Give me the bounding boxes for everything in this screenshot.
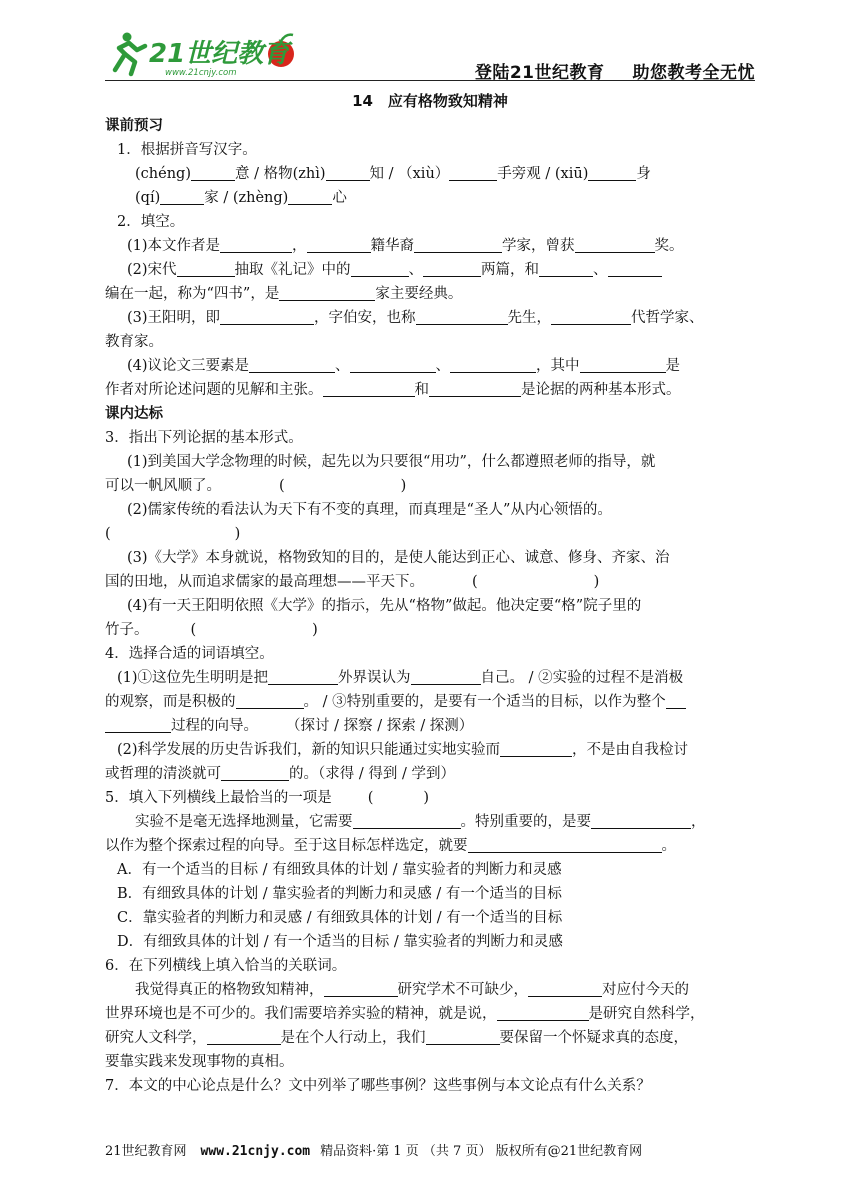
q3-item3-line1: (3)《大学》本身就说，格物致知的目的，是使人能达到正心、诚意、修身、齐家、治: [127, 550, 670, 566]
header-divider: [105, 80, 755, 81]
answer-blank[interactable]: [191, 164, 235, 181]
answer-blank[interactable]: [450, 356, 536, 373]
worksheet-body: [105, 88, 755, 1098]
answer-blank[interactable]: [528, 980, 602, 997]
q2-line3: 编在一起，称为“四书”，是 家主要经典。: [105, 286, 463, 302]
q3-stem: 3．指出下列论据的基本形式。: [105, 430, 303, 446]
answer-blank[interactable]: [411, 668, 481, 685]
q6-line4: 要靠实践来发现事物的真相。: [105, 1054, 294, 1070]
answer-blank[interactable]: [220, 308, 314, 325]
footer-site: 21世纪教育网: [105, 1144, 187, 1159]
footer-url[interactable]: www.21cnjy.com: [200, 1144, 311, 1159]
q5-stem: 5．填入下列横线上最恰当的一项是 ( ): [105, 790, 430, 806]
q2-line1: (1)本文作者是 ， 籍华裔 学家，曾获 奖。: [127, 238, 684, 254]
answer-blank[interactable]: [414, 236, 502, 253]
answer-blank[interactable]: [351, 260, 409, 277]
answer-blank[interactable]: [608, 260, 662, 277]
q2-line5: 教育家。: [105, 334, 163, 350]
answer-blank[interactable]: [539, 260, 593, 277]
answer-blank[interactable]: [551, 308, 631, 325]
q4-part1-line1: (1)①这位先生明明是把 外界误认为 自己。 / ②实验的过程不是消极: [117, 670, 684, 686]
q3-item1-line2: 可以一帆风顺了。 ( ): [105, 478, 407, 494]
answer-blank[interactable]: [580, 356, 666, 373]
q5-option-a[interactable]: A．有一个适当的目标 / 有细致具体的计划 / 靠实验者的判断力和灵感: [117, 862, 562, 878]
q4-part1-line3: 过程的向导。 （探讨 / 探察 / 探索 / 探测）: [105, 714, 755, 738]
q4-stem: 4．选择合适的词语填空。: [105, 646, 274, 662]
answer-blank[interactable]: [588, 164, 636, 181]
q3-item3-line2: 国的田地，从而追求儒家的最高理想——平天下。 ( ): [105, 574, 600, 590]
answer-blank[interactable]: [326, 164, 370, 181]
answer-blank[interactable]: [500, 740, 572, 757]
q5-para-line2: 以作为整个探索过程的向导。至于这目标怎样选定，就要 。: [105, 838, 676, 854]
answer-blank[interactable]: [177, 260, 235, 277]
answer-blank[interactable]: [221, 764, 289, 781]
answer-blank[interactable]: [449, 164, 497, 181]
q5-option-b[interactable]: B．有细致具体的计划 / 靠实验者的判断力和灵感 / 有一个适当的目标: [117, 886, 562, 902]
page-footer: [105, 1140, 755, 1159]
q4-part1-line2: 的观察，而是积极的 。 / ③特别重要的，是要有一个适当的目标，以作为整个: [105, 690, 755, 714]
answer-blank[interactable]: [236, 692, 304, 709]
q5-option-d[interactable]: D．有细致具体的计划 / 有一个适当的目标 / 靠实验者的判断力和灵感: [117, 934, 563, 950]
logo-text: 21世纪教育: [149, 39, 290, 69]
q1-stem: 1．根据拼音写汉字。: [117, 142, 257, 158]
answer-blank[interactable]: [575, 236, 655, 253]
lesson-title: 14 应有格物致知精神: [352, 92, 508, 110]
q6-stem: 6．在下列横线上填入恰当的关联词。: [105, 958, 347, 974]
answer-blank[interactable]: [353, 812, 461, 829]
footer-text: 精品资料·第 1 页 （共 7 页） 版权所有@21世纪教育网: [320, 1144, 643, 1159]
answer-blank[interactable]: [220, 236, 292, 253]
answer-blank[interactable]: [429, 380, 521, 397]
answer-blank[interactable]: [416, 308, 508, 325]
q4-part2-line2: 或哲理的清淡就可 的。（求得 / 得到 / 学到）: [105, 766, 455, 782]
q4-part2-line1: (2)科学发展的历史告诉我们，新的知识只能通过实地实验而 ，不是由自我检讨: [117, 742, 689, 758]
answer-blank[interactable]: [423, 260, 481, 277]
q1-line2: (qí) 家 / (zhèng) 心: [135, 190, 347, 206]
runner-icon: [115, 33, 145, 75]
page-header: [105, 28, 755, 83]
slogan-left: 登陆21世纪教育: [474, 63, 605, 83]
q3-item2-line2: ( ): [105, 526, 241, 542]
answer-blank[interactable]: [160, 188, 204, 205]
answer-blank[interactable]: [666, 692, 686, 709]
q2-stem: 2．填空。: [117, 214, 185, 230]
q1-line1: (chéng) 意 / 格物(zhì) 知 / （xiù） 手旁观 / (xiū) 身: [135, 166, 651, 182]
q2-line4: (3)王阳明，即 ，字伯安，也称 先生， 代哲学家、: [127, 310, 704, 326]
answer-blank[interactable]: [249, 356, 335, 373]
answer-blank[interactable]: [307, 236, 371, 253]
site-logo: [105, 28, 305, 78]
q3-item4-line2: 竹子。 ( ): [105, 622, 318, 638]
q2-line6: (4)议论文三要素是 、 、 ，其中 是: [127, 358, 681, 374]
q6-line3: 研究人文科学， 是在个人行动上，我们 要保留一个怀疑求真的态度，: [105, 1030, 688, 1046]
answer-blank[interactable]: [591, 812, 691, 829]
answer-blank[interactable]: [207, 1028, 281, 1045]
q2-line2: (2)宋代 抽取《礼记》中的 、 两篇，和 、: [105, 258, 755, 282]
q7-stem: 7．本文的中心论点是什么？文中列举了哪些事例？这些事例与本文论点有什么关系？: [105, 1078, 651, 1094]
answer-blank[interactable]: [323, 380, 415, 397]
section-inclass: 课内达标: [105, 406, 163, 422]
q3-item2-line1: (2)儒家传统的看法认为天下有不变的真理，而真理是“圣人”从内心领悟的。: [127, 502, 612, 518]
logo-url: www.21cnjy.com: [165, 68, 237, 78]
answer-blank[interactable]: [426, 1028, 500, 1045]
answer-blank[interactable]: [468, 836, 662, 853]
answer-blank[interactable]: [268, 668, 338, 685]
answer-blank[interactable]: [324, 980, 398, 997]
q3-item4-line1: (4)有一天王阳明依照《大学》的指示，先从“格物”做起。他决定要“格”院子里的: [127, 598, 642, 614]
answer-blank[interactable]: [288, 188, 332, 205]
answer-blank[interactable]: [350, 356, 436, 373]
slogan-right: 助您教考全无忧: [632, 63, 755, 83]
section-preview: 课前预习: [105, 118, 163, 134]
answer-blank[interactable]: [279, 284, 375, 301]
answer-blank[interactable]: [105, 716, 171, 733]
q3-item1-line1: (1)到美国大学念物理的时候，起先以为只要很“用功”，什么都遵照老师的指导，就: [127, 454, 656, 470]
q6-line1: 我觉得真正的格物致知精神， 研究学术不可缺少， 对应付今天的: [135, 982, 689, 998]
q2-line7: 作者对所论述问题的见解和主张。 和 是论据的两种基本形式。: [105, 382, 681, 398]
q5-option-c[interactable]: C．靠实验者的判断力和灵感 / 有细致具体的计划 / 有一个适当的目标: [117, 910, 563, 926]
q5-para-line1: 实验不是毫无选择地测量，它需要 。特别重要的，是要 ，: [135, 814, 706, 830]
answer-blank[interactable]: [497, 1004, 589, 1021]
q6-line2: 世界环境也是不可少的。我们需要培养实验的精神，就是说， 是研究自然科学，: [105, 1006, 705, 1022]
